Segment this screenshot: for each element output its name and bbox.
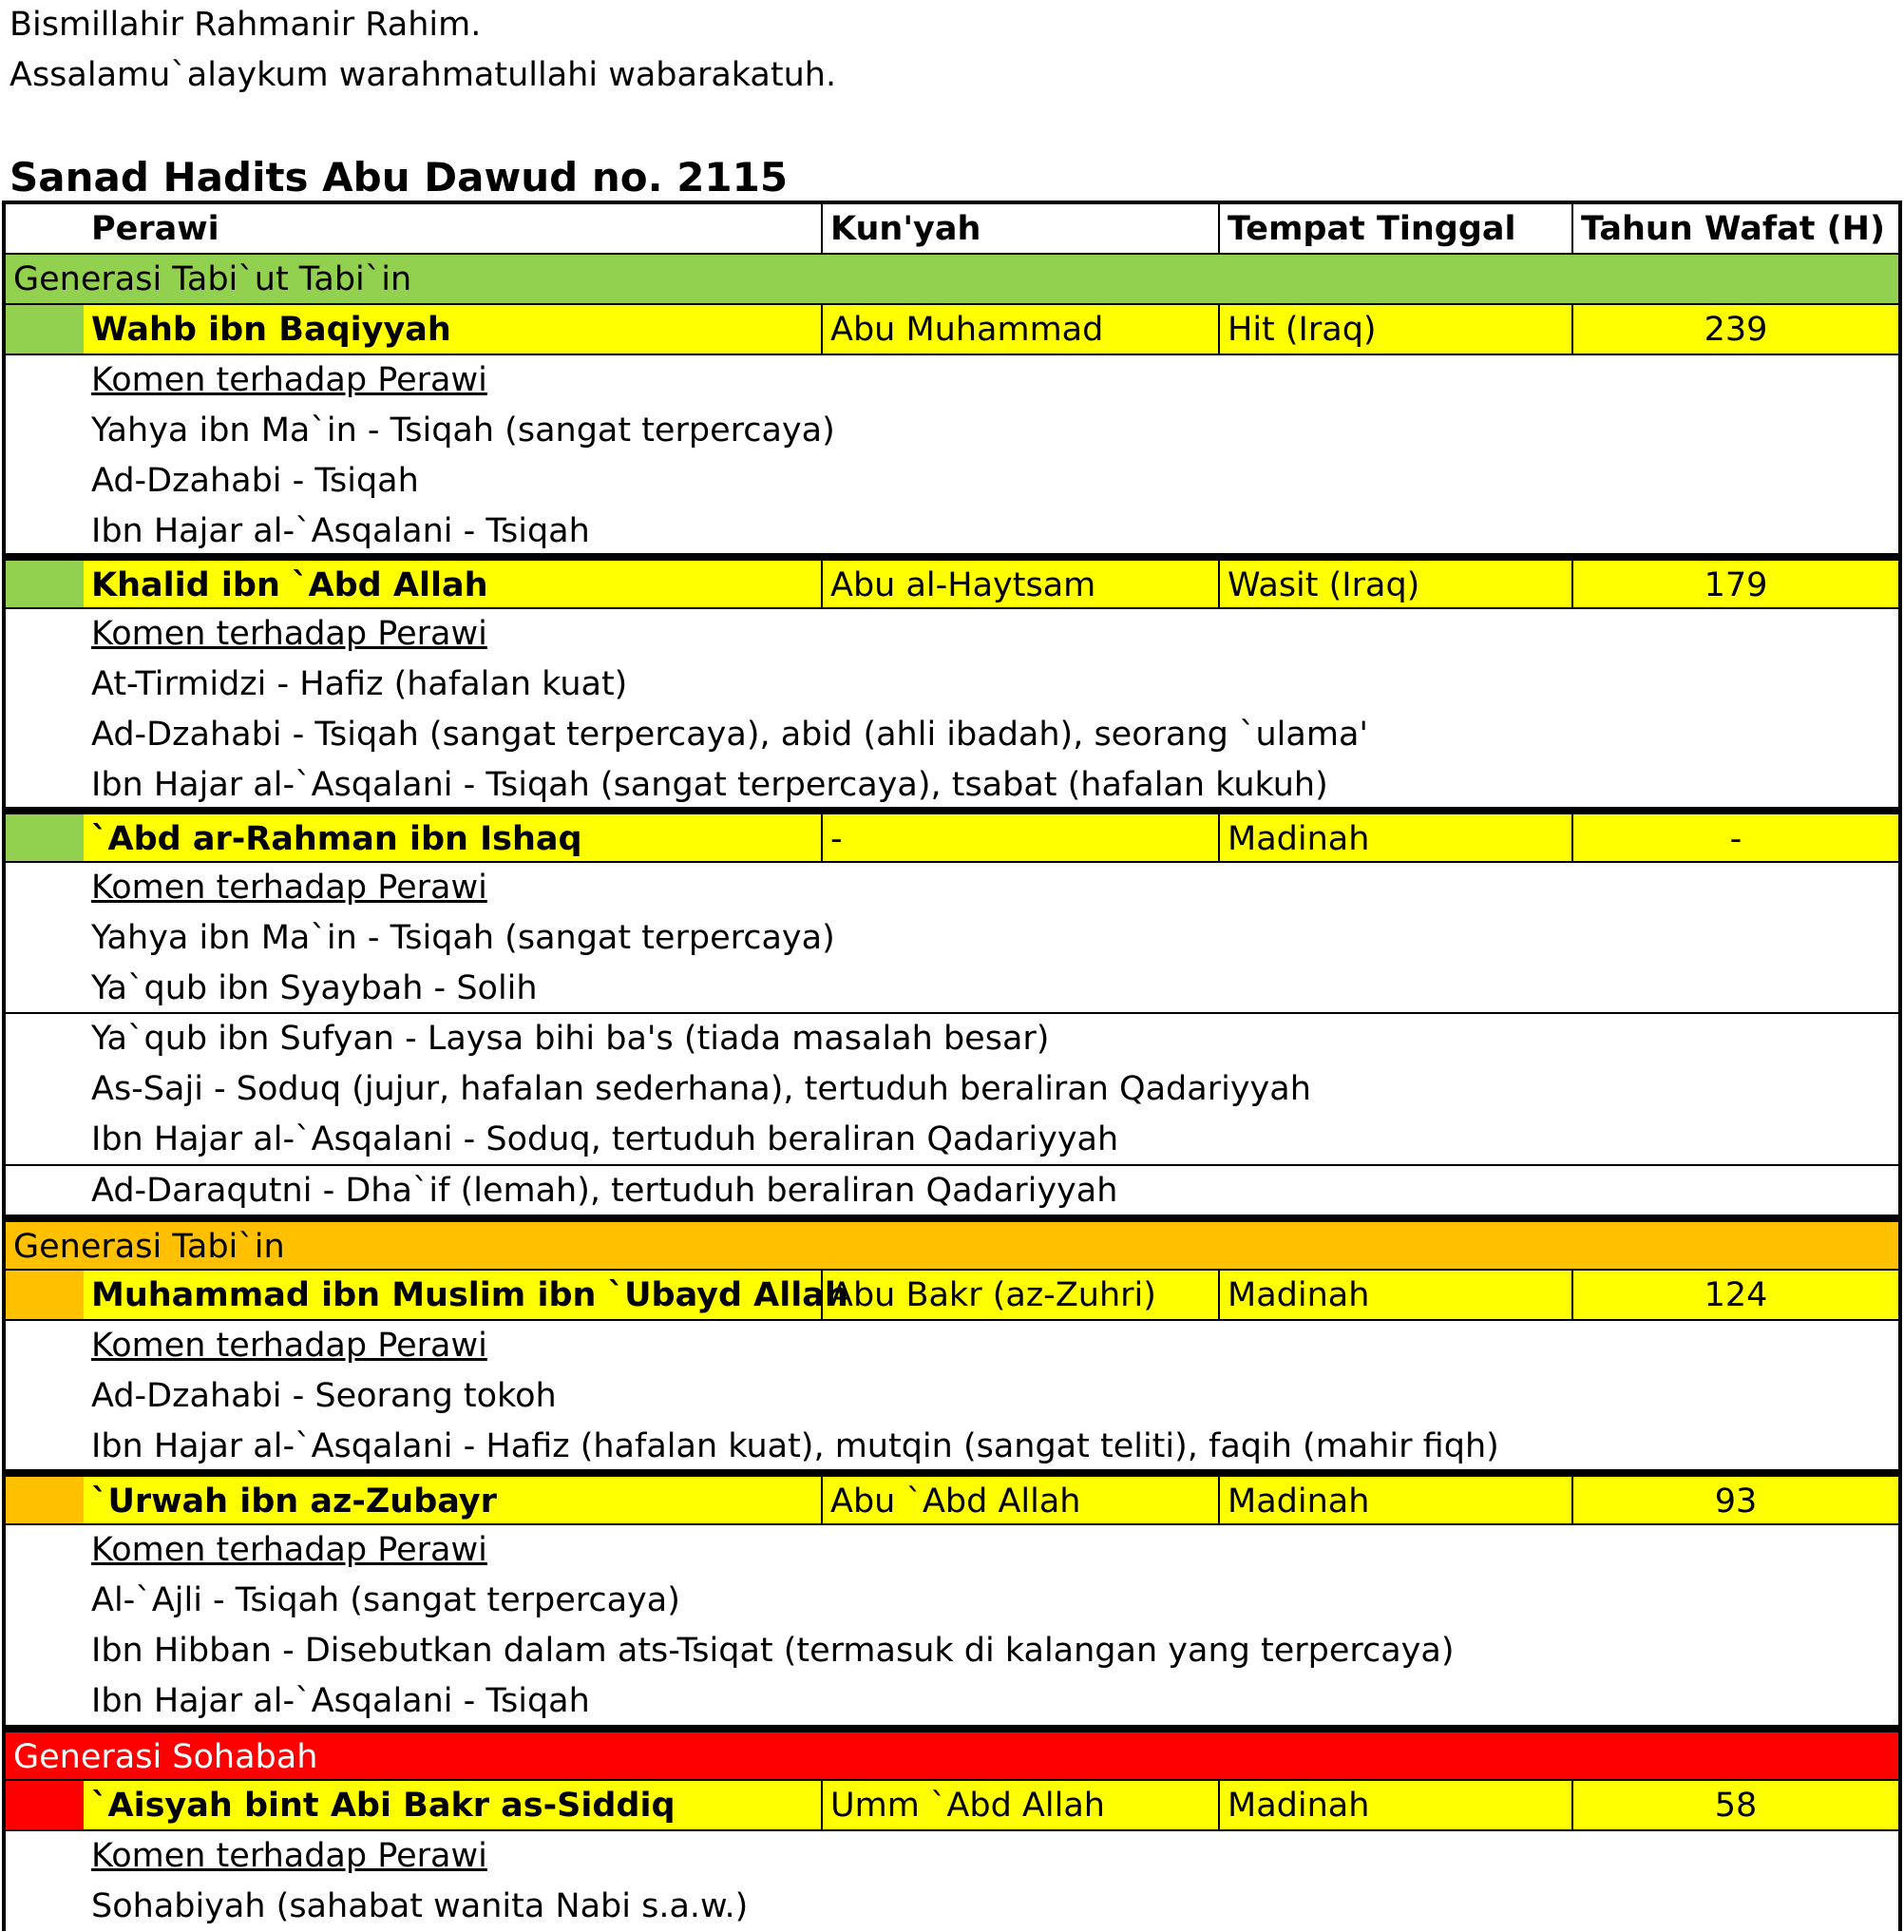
comment-row	[6, 406, 1898, 456]
narrator-row	[6, 305, 1898, 355]
comment-text: Ibn Hajar al-`Asqalani - Tsiqah	[91, 1682, 590, 1720]
narrator-tempat: Hit (Iraq)	[1218, 305, 1571, 355]
greeting-line-1: Bismillahir Rahmanir Rahim.	[10, 6, 482, 44]
comment-text: Ibn Hibban - Disebutkan dalam ats-Tsiqat (termasuk di kalangan yang terpercaya)	[91, 1632, 1455, 1670]
narrator-kunyah: -	[821, 814, 1218, 863]
comment-row	[6, 1626, 1898, 1676]
comment-text: Sohabiyah (sahabat wanita Nabi s.a.w.)	[91, 1887, 749, 1925]
comment-row	[6, 1115, 1898, 1165]
narrator-tempat: Wasit (Iraq)	[1218, 561, 1571, 609]
comment-heading: Komen terhadap Perawi	[91, 1837, 487, 1875]
generation-swatch	[6, 561, 84, 609]
comment-heading: Komen terhadap Perawi	[91, 361, 487, 399]
comment-heading-row	[6, 355, 1898, 406]
generation-swatch	[6, 1271, 84, 1321]
narrator-wafat: 93	[1571, 1477, 1898, 1525]
narrator-row	[6, 814, 1898, 863]
generation-swatch	[6, 305, 84, 355]
generation-row-sohabah	[6, 1732, 1898, 1781]
greeting-line-2: Assalamu`alaykum warahmatullahi wabarakatuh.	[10, 56, 837, 94]
comment-text: Yahya ibn Ma`in - Tsiqah (sangat terpercaya)	[91, 919, 835, 957]
narrator-wafat: 124	[1571, 1271, 1898, 1321]
narrator-wafat: 239	[1571, 305, 1898, 355]
comment-text: Ad-Daraqutni - Dha`if (lemah), tertuduh beraliran Qadariyyah	[91, 1172, 1118, 1210]
comment-text: Ya`qub ibn Syaybah - Solih	[91, 969, 538, 1007]
comment-text: Ibn Hajar al-`Asqalani - Tsiqah	[91, 512, 590, 550]
narrator-name: Muhammad ibn Muslim ibn `Ubayd Allah	[91, 1276, 848, 1314]
comment-text: Yahya ibn Ma`in - Tsiqah (sangat terpercaya)	[91, 411, 835, 450]
generation-row-tabiut-tabiin	[6, 255, 1898, 305]
generation-label: Generasi Tabi`ut Tabi`in	[13, 260, 412, 298]
comment-row	[6, 507, 1898, 557]
narrator-name: `Urwah ibn az-Zubayr	[91, 1482, 497, 1521]
comment-row	[6, 1064, 1898, 1115]
narrator-wafat: -	[1571, 814, 1898, 863]
comment-text: At-Tirmidzi - Hafiz (hafalan kuat)	[91, 665, 628, 703]
comment-heading-row	[6, 1831, 1898, 1882]
comment-text: Ad-Dzahabi - Seorang tokoh	[91, 1377, 557, 1415]
comment-row	[6, 913, 1898, 964]
generation-row-tabiin	[6, 1222, 1898, 1271]
narrator-name: `Abd ar-Rahman ibn Ishaq	[91, 820, 582, 858]
comment-text: Ibn Hajar al-`Asqalani - Tsiqah (sangat terpercaya), tsabat (hafalan kukuh)	[91, 766, 1328, 804]
narrator-row	[6, 1271, 1898, 1321]
comment-row	[6, 1371, 1898, 1422]
narrator-name: Wahb ibn Baqiyyah	[91, 311, 451, 349]
header-wafat: Tahun Wafat (H)	[1571, 204, 1898, 255]
generation-label: Generasi Tabi`in	[13, 1228, 285, 1266]
generation-swatch	[6, 1477, 84, 1525]
narrator-tempat: Madinah	[1218, 1477, 1571, 1525]
comment-heading-row	[6, 1525, 1898, 1576]
comment-text: Ad-Dzahabi - Tsiqah (sangat terpercaya), abid (ahli ibadah), seorang `ulama'	[91, 716, 1369, 754]
comment-heading-row	[6, 1321, 1898, 1371]
comment-row	[6, 1576, 1898, 1626]
comment-heading-row	[6, 609, 1898, 660]
narrator-row	[6, 561, 1898, 609]
comment-heading: Komen terhadap Perawi	[91, 615, 487, 653]
comment-row	[6, 1882, 1898, 1932]
comment-row	[6, 456, 1898, 507]
narrator-row	[6, 1477, 1898, 1525]
narrator-name: Khalid ibn `Abd Allah	[91, 566, 488, 604]
generation-label: Generasi Sohabah	[13, 1738, 318, 1776]
comment-heading: Komen terhadap Perawi	[91, 869, 487, 907]
header-row	[6, 204, 1898, 255]
narrator-tempat: Madinah	[1218, 1781, 1571, 1831]
narrator-tempat: Madinah	[1218, 1271, 1571, 1321]
comment-text: As-Saji - Soduq (jujur, hafalan sederhana), tertuduh beraliran Qadariyyah	[91, 1070, 1311, 1108]
comment-row	[6, 964, 1898, 1014]
comment-row	[6, 760, 1898, 811]
narrator-tempat: Madinah	[1218, 814, 1571, 863]
narrator-row	[6, 1781, 1898, 1831]
comment-text: Al-`Ajli - Tsiqah (sangat terpercaya)	[91, 1581, 680, 1619]
narrator-kunyah: Abu al-Haytsam	[821, 561, 1218, 609]
header-tempat: Tempat Tinggal	[1218, 204, 1571, 255]
comment-text: Ad-Dzahabi - Tsiqah	[91, 462, 419, 500]
comment-heading: Komen terhadap Perawi	[91, 1531, 487, 1569]
narrator-kunyah: Umm `Abd Allah	[821, 1781, 1218, 1831]
narrator-kunyah: Abu `Abd Allah	[821, 1477, 1218, 1525]
sanad-table	[2, 201, 1902, 1931]
narrator-wafat: 58	[1571, 1781, 1898, 1831]
narrator-wafat: 179	[1571, 561, 1898, 609]
comment-text: Ya`qub ibn Sufyan - Laysa bihi ba's (tiada masalah besar)	[91, 1020, 1050, 1058]
generation-swatch	[6, 1781, 84, 1831]
comment-row	[6, 710, 1898, 760]
header-perawi: Perawi	[91, 210, 219, 248]
page-title: Sanad Hadits Abu Dawud no. 2115	[10, 154, 789, 201]
comment-row	[6, 1166, 1898, 1216]
comment-heading: Komen terhadap Perawi	[91, 1327, 487, 1365]
comment-heading-row	[6, 863, 1898, 913]
narrator-name: `Aisyah bint Abi Bakr as-Siddiq	[91, 1787, 676, 1825]
comment-row	[6, 1014, 1898, 1064]
comment-text: Ibn Hajar al-`Asqalani - Hafiz (hafalan kuat), mutqin (sangat teliti), faqih (mahir fiqh)	[91, 1427, 1499, 1465]
narrator-kunyah: Abu Bakr (az-Zuhri)	[821, 1271, 1218, 1321]
comment-row	[6, 660, 1898, 710]
header-kunyah: Kun'yah	[821, 204, 1218, 255]
narrator-kunyah: Abu Muhammad	[821, 305, 1218, 355]
comment-text: Ibn Hajar al-`Asqalani - Soduq, tertuduh beraliran Qadariyyah	[91, 1120, 1119, 1158]
comment-row	[6, 1676, 1898, 1727]
generation-swatch	[6, 814, 84, 863]
comment-row	[6, 1422, 1898, 1472]
